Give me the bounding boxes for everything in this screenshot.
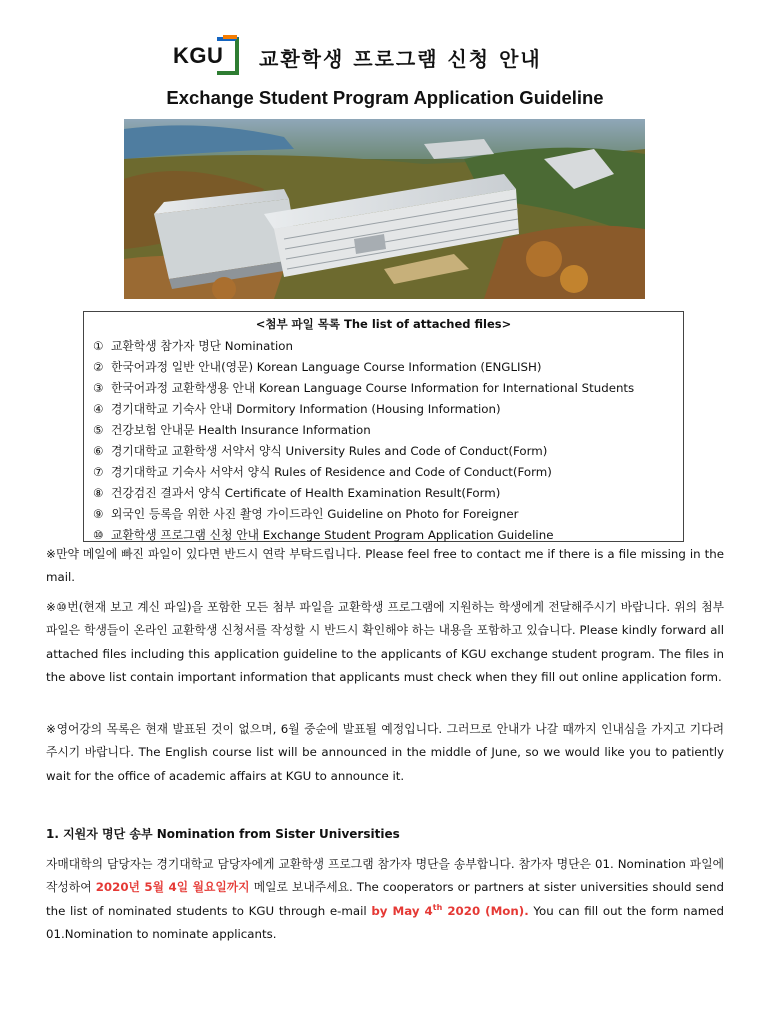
section-heading-nomination: 1. 지원자 명단 송부 Nomination from Sister Universities <box>46 827 400 841</box>
attached-file-label: 외국인 등록을 위한 사진 촬영 가이드라인 Guideline on Photo for Foreigner <box>111 507 519 521</box>
logo-accent <box>223 35 237 39</box>
deadline-english-pre: by May 4 <box>371 903 433 918</box>
attached-file-item <box>93 483 634 504</box>
attached-file-label: 한국어과정 교환학생용 안내 Korean Language Course Information for International Students <box>111 381 635 395</box>
attached-file-number: ⑧ <box>93 486 104 500</box>
nomination-text-c: You can fill out the form named 01.Nomination to nominate applicants. <box>46 903 724 941</box>
attached-files-heading: <첨부 파일 목록 The list of attached files> <box>255 317 512 331</box>
missing-file-note: ※만약 메일에 빠진 파일이 있다면 반드시 연락 부탁드립니다. Please feel free to contact me if there is a file missing in the mail. <box>46 547 724 585</box>
attached-file-item <box>93 462 634 483</box>
nomination-text-a: 자매대학의 담당자는 경기대학교 담당자에게 교환학생 프로그램 참가자 명단을 송부합니다. 참가자 명단은 01. Nomination 파일에 작성하여 <box>46 857 724 895</box>
header <box>173 34 542 80</box>
attached-files-list <box>93 336 634 546</box>
course-list-note: ※영어강의 목록은 현재 발표된 것이 없으며, 6월 중순에 발표될 예정입니다. 그러므로 안내가 나갈 때까지 인내심을 가지고 기다려 주시기 바랍니다. The English course list will be announced in the middle of June, so we would like you to patiently wait for the office of academic affairs at KGU to announce it. <box>46 722 724 783</box>
english-title: Exchange Student Program Application Guideline <box>166 87 604 108</box>
attached-file-item <box>93 399 634 420</box>
attached-file-number: ④ <box>93 402 104 416</box>
attached-file-number: ② <box>93 360 104 374</box>
attached-file-number: ⑨ <box>93 507 104 521</box>
attached-file-label: 교환학생 프로그램 신청 안내 Exchange Student Program Application Guideline <box>111 528 554 542</box>
nomination-paragraph <box>46 853 724 946</box>
forward-files-note: ※⑩번(현재 보고 계신 파일)을 포함한 모든 첨부 파일을 교환학생 프로그램에 지원하는 학생에게 전달해주시기 바랍니다. 위의 첨부 파일은 학생들이 온라인 교환학생 신청서를 작성할 시 반드시 확인해야 하는 내용을 포함하고 있습니다. Please kindly forward all attached files including this application guideline to the applicants of KGU exchange student program. The files in the above list contain important information that applicants must check when they fill out online application form. <box>46 600 724 684</box>
attached-file-label: 건강보험 안내문 Health Insurance Information <box>111 423 371 437</box>
kgu-logo <box>173 35 245 79</box>
attached-file-label: 경기대학교 기숙사 안내 Dormitory Information (Housing Information) <box>111 402 501 416</box>
attached-file-item <box>93 336 634 357</box>
attached-file-number: ⑦ <box>93 465 104 479</box>
attached-file-item <box>93 504 634 525</box>
attached-file-label: 교환학생 참가자 명단 Nomination <box>111 339 293 353</box>
deadline-english <box>371 904 528 918</box>
attached-file-number: ⑥ <box>93 444 104 458</box>
attached-file-label: 경기대학교 교환학생 서약서 양식 University Rules and Code of Conduct(Form) <box>111 444 548 458</box>
attached-file-label: 경기대학교 기숙사 서약서 양식 Rules of Residence and Code of Conduct(Form) <box>111 465 552 479</box>
campus-aerial-photo <box>124 119 645 299</box>
attached-file-label: 건강검진 결과서 양식 Certificate of Health Examination Result(Form) <box>111 486 501 500</box>
attached-file-number: ⑤ <box>93 423 104 437</box>
attached-file-item <box>93 357 634 378</box>
attached-file-item <box>93 378 634 399</box>
deadline-english-sup: th <box>432 902 443 912</box>
attached-file-label: 한국어과정 일반 안내(영문) Korean Language Course Information (ENGLISH) <box>111 360 542 374</box>
logo-mark <box>217 37 239 75</box>
attached-file-number: ③ <box>93 381 104 395</box>
deadline-english-post: 2020 (Mon). <box>442 903 529 918</box>
korean-title: 교환학생 프로그램 신청 안내 <box>259 46 542 71</box>
deadline-korean: 2020년 5월 4일 월요일까지 <box>95 880 250 895</box>
attached-file-item <box>93 441 634 462</box>
attached-file-item <box>93 420 634 441</box>
attached-file-number: ⑩ <box>93 528 104 542</box>
logo-text: KGU <box>173 43 224 68</box>
attached-files-box <box>83 311 684 542</box>
attached-file-number: ① <box>93 339 104 353</box>
nomination-text-b: 메일로 보내주세요. The cooperators or partners at sister universities should send the list of nominated students to KGU through e-mail <box>46 880 725 918</box>
